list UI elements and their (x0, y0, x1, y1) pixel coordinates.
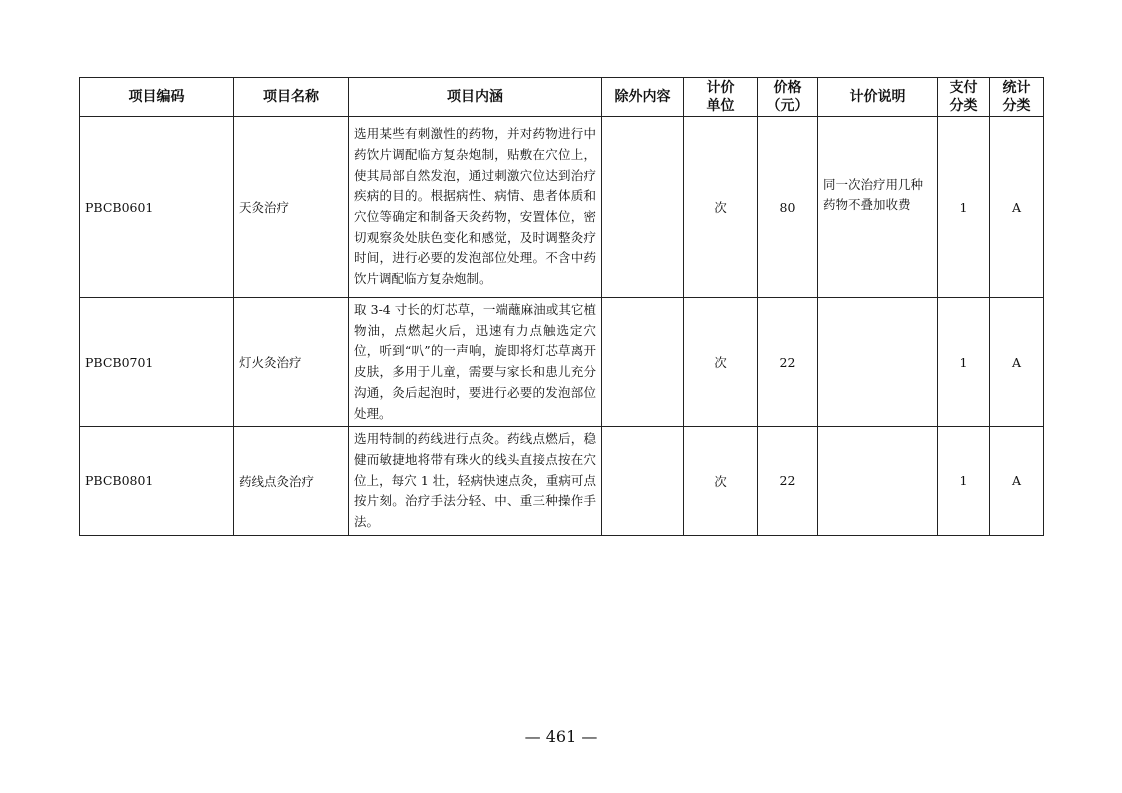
cell-name: 药线点灸治疗 (234, 427, 349, 536)
header-price: 价格 （元） (758, 78, 818, 117)
cell-note (818, 427, 938, 536)
cell-note (818, 117, 938, 298)
cell-excluded (602, 427, 684, 536)
cell-price: 80 (758, 117, 818, 298)
cell-code: PBCB0601 (80, 117, 234, 298)
cell-stat: A (990, 427, 1044, 536)
table-row (80, 117, 1044, 298)
cell-content: 选用特制的药线进行点灸。药线点燃后，稳健而敏捷地将带有珠火的线头直接点按在穴位上，每穴 1 壮，轻病快速点灸，重病可点按片刻。治疗手法分轻、中、重三种操作手法。 (349, 427, 602, 536)
header-unit: 计价 单位 (684, 78, 758, 117)
header-pay: 支付 分类 (938, 78, 990, 117)
header-name: 项目名称 (234, 78, 349, 117)
cell-content: 选用某些有刺激性的药物，并对药物进行中药饮片调配临方复杂炮制，贴敷在穴位上，使其局部自然发泡，通过刺激穴位达到治疗疾病的目的。根据病性、病情、患者体质和穴位等确定和制备天灸药物，安置体位，密切观察灸处肤色变化和感觉，及时调整灸疗时间，进行必要的发泡部位处理。不含中药饮片调配临方复杂炮制。 (349, 117, 602, 298)
table-row (80, 298, 1044, 427)
pricing-table (79, 77, 1044, 536)
cell-pay: 1 (938, 298, 990, 427)
cell-note (818, 298, 938, 427)
cell-excluded (602, 298, 684, 427)
cell-price: 22 (758, 427, 818, 536)
cell-excluded (602, 117, 684, 298)
table-row (80, 427, 1044, 536)
cell-stat: A (990, 298, 1044, 427)
header-note: 计价说明 (818, 78, 938, 117)
header-excluded: 除外内容 (602, 78, 684, 117)
cell-stat: A (990, 117, 1044, 298)
cell-content: 取 3-4 寸长的灯芯草，一端蘸麻油或其它植物油，点燃起火后，迅速有力点触选定穴位，听到“叭”的一声响，旋即将灯芯草离开皮肤，多用于儿童，需要与家长和患儿充分沟通，灸后起泡时，要进行必要的发泡部位处理。 (349, 298, 602, 427)
page-number: — 461 — (524, 727, 598, 746)
cell-price: 22 (758, 298, 818, 427)
cell-code: PBCB0801 (80, 427, 234, 536)
cell-name: 天灸治疗 (234, 117, 349, 298)
cell-name: 灯火灸治疗 (234, 298, 349, 427)
cell-pay: 1 (938, 117, 990, 298)
cell-unit: 次 (684, 427, 758, 536)
note-text: 同一次治疗用几种药物不叠加收费 (823, 177, 924, 212)
cell-unit: 次 (684, 117, 758, 298)
cell-pay: 1 (938, 427, 990, 536)
cell-unit: 次 (684, 298, 758, 427)
header-code: 项目编码 (80, 78, 234, 117)
cell-code: PBCB0701 (80, 298, 234, 427)
header-stat: 统计 分类 (990, 78, 1044, 117)
table-header-row (80, 78, 1044, 117)
header-content: 项目内涵 (349, 78, 602, 117)
